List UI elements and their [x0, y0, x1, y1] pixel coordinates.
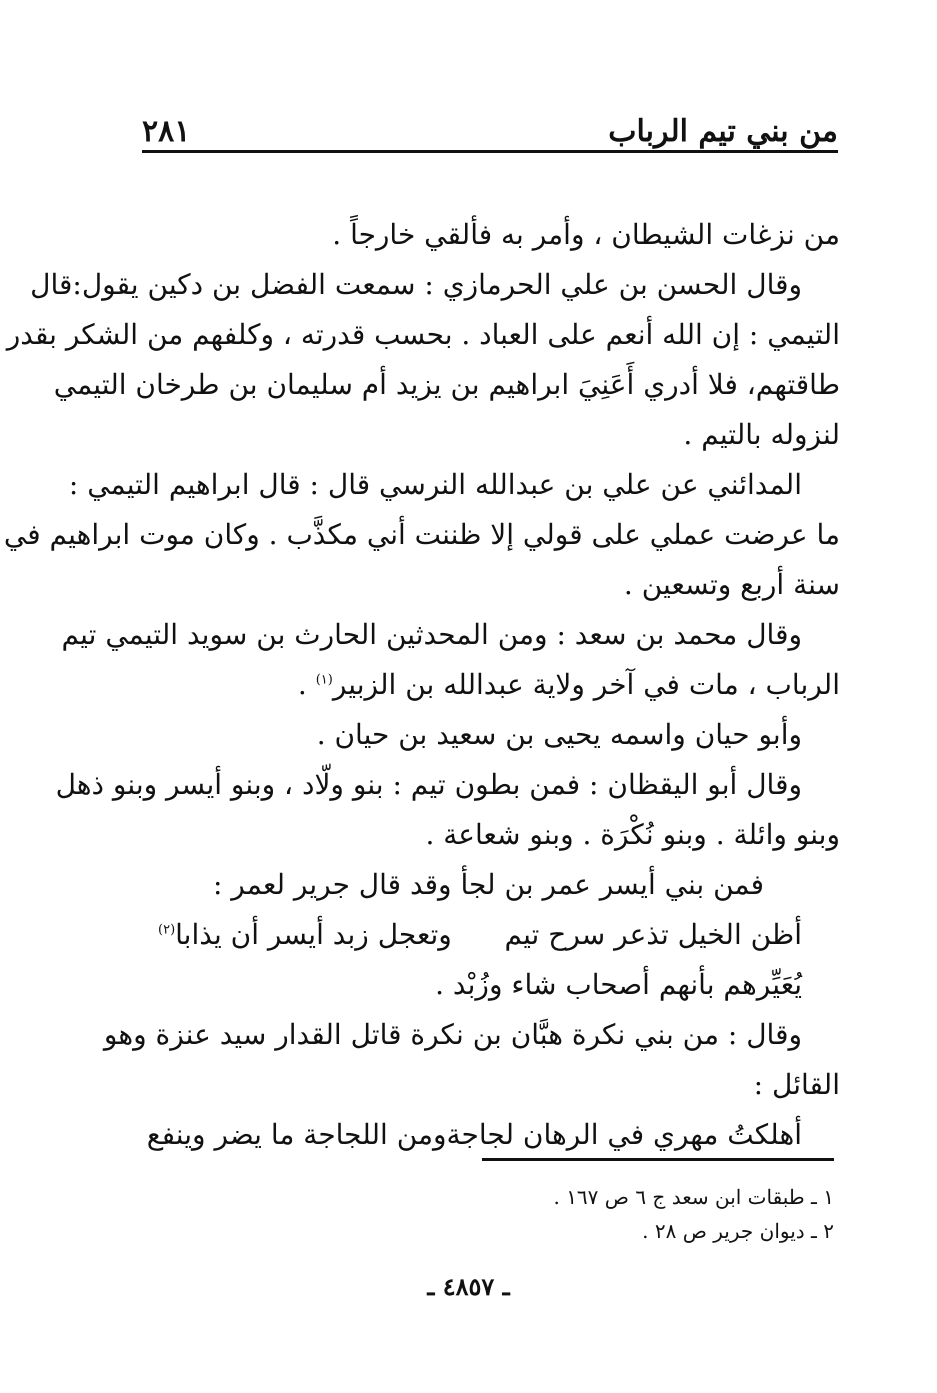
text-line — [128, 660, 840, 710]
verse-hemistich-left-wrap — [158, 910, 452, 960]
verse-line-1 — [128, 910, 840, 960]
running-title: من بني تيم الرباب — [608, 114, 838, 149]
paragraph-8 — [103, 1010, 840, 1110]
bottom-page-number: ـ ٤٨٥٧ ـ — [427, 1272, 510, 1301]
text-line: من نزغات الشيطان ، وأمر به فألقي خارجاً . — [332, 218, 840, 251]
text-line: وأبو حيان واسمه يحيى بن سعيد بن حيان . — [316, 718, 802, 751]
paragraph-3 — [3, 460, 840, 610]
text-line-end: . — [297, 668, 316, 701]
paragraph-2 — [6, 260, 840, 460]
text-line: وقال : من بني نكرة هبَّان بن نكرة قاتل القدار سيد عنزة وهو — [103, 1018, 802, 1051]
text-line: التيمي : إن الله أنعم على العباد . بحسب قدرته ، وكلفهم من الشكر بقدر — [6, 318, 840, 351]
text-line: لنزوله بالتيم . — [683, 418, 840, 451]
text-line: المدائني عن علي بن عبدالله النرسي قال : قال ابراهيم التيمي : — [68, 468, 802, 501]
footnote-rule — [482, 1158, 834, 1161]
text-line: سنة أربع وتسعين . — [623, 568, 840, 601]
text-line: وقال محمد بن سعد : ومن المحدثين الحارث بن سويد التيمي تيم — [61, 618, 802, 651]
verse-hemistich-right: أهلكتُ مهري في الرهان لجاجة — [446, 1118, 802, 1151]
paragraph-4 — [61, 610, 840, 710]
paragraph-6 — [55, 760, 840, 860]
paragraph-1 — [128, 210, 840, 260]
paragraph-7 — [128, 860, 840, 910]
text-line: ما عرضت عملي على قولي إلا ظننت أني مكذَّب . وكان موت ابراهيم في — [3, 518, 840, 551]
page-number: ٢٨١ — [142, 114, 191, 149]
footnote-ref-2: (٢) — [158, 922, 176, 938]
verse-hemistich-right: أظن الخيل تذعر سرح تيم — [504, 918, 802, 951]
footnote-2: ٢ ـ ديوان جرير ص ٢٨ . — [642, 1219, 834, 1243]
body-text — [3, 210, 840, 1160]
text-line-content: الرباب ، مات في آخر ولاية عبدالله بن الزبير — [332, 668, 840, 701]
footnote-ref-1: (١) — [315, 672, 333, 688]
header-rule — [142, 150, 838, 153]
footnotes — [234, 1180, 834, 1248]
verse-comment: يُعَيِّرهم بأنهم أصحاب شاء وزُبْد . — [435, 968, 802, 1001]
verse-hemistich-left: وتعجل زبد أيسر أن يذابا — [175, 918, 452, 951]
verse-line-2 — [128, 1110, 840, 1160]
text-line: وبنو وائلة . وبنو نُكْرَة . وبنو شعاعة . — [425, 818, 840, 851]
text-line: فمن بني أيسر عمر بن لجأ وقد قال جرير لعمر : — [212, 868, 764, 901]
text-line: القائل : — [753, 1068, 840, 1101]
footnote-1: ١ ـ طبقات ابن سعد ج ٦ ص ١٦٧ . — [553, 1185, 834, 1209]
text-line: وقال أبو اليقظان : فمن بطون تيم : بنو ولّاد ، وبنو أيسر وبنو ذهل — [55, 768, 802, 801]
text-line: طاقتهم، فلا أدري أَعَنِيَ ابراهيم بن يزيد أم سليمان بن طرخان التيمي — [53, 368, 840, 401]
paragraph-5 — [128, 710, 840, 760]
verse-hemistich-left: ومن اللجاجة ما يضر وينفع — [146, 1118, 447, 1151]
text-line: وقال الحسن بن علي الحرمازي : سمعت الفضل بن دكين يقول:قال — [30, 268, 802, 301]
